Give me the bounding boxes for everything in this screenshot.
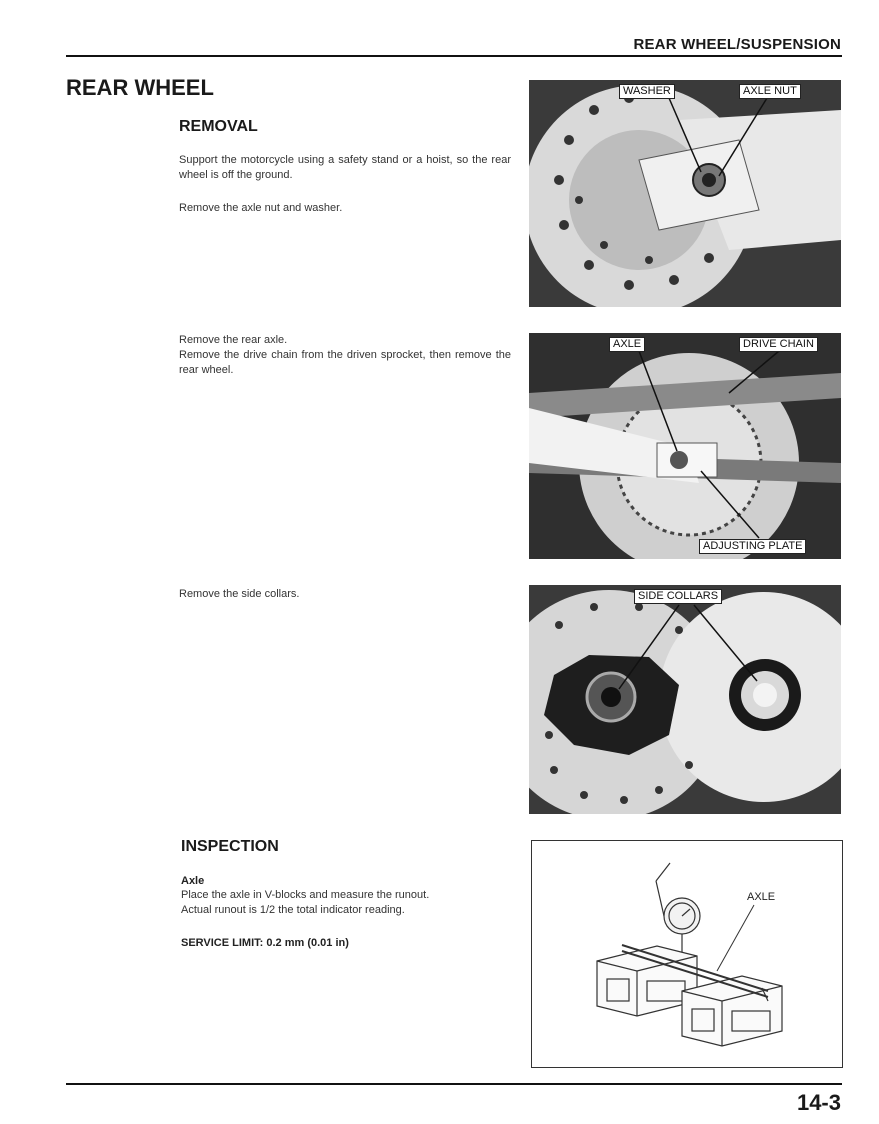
removal-para-support: Support the motorcycle using a safety stand or a hoist, so the rear wheel is off the ground. [179,154,511,181]
label-axle: AXLE [609,337,645,352]
section-title: REAR WHEEL [66,75,214,100]
diagram-label-axle: AXLE [747,891,776,903]
label-adjusting-plate: ADJUSTING PLATE [699,539,806,554]
diagram-axle-vblocks [531,840,843,1068]
footer-rule [66,1083,842,1085]
photo-drive-chain-illustration [529,333,841,559]
inspection-subheading-axle: Axle [181,875,205,887]
photo-side-collars [529,585,841,814]
label-washer: WASHER [619,84,675,99]
running-header: REAR WHEEL/SUSPENSION [633,36,841,53]
photo-axle-drive-chain [529,333,841,559]
diagram-axle-runout-illustration [532,841,842,1067]
removal-heading: REMOVAL [179,118,258,135]
removal-para-side-collars: Remove the side collars. [179,588,300,600]
label-axle-nut: AXLE NUT [739,84,801,99]
removal-para-axle-nut: Remove the axle nut and washer. [179,202,343,214]
photo-axle-nut-washer [529,80,841,307]
removal-para-drive-chain: Remove the drive chain from the driven sprocket, then remove the rear wheel. [179,349,511,376]
header-rule [66,55,842,57]
page-number: 14-3 [796,1090,841,1115]
inspection-line-runout: Actual runout is 1/2 the total indicator reading. [181,904,405,916]
label-side-collars: SIDE COLLARS [634,589,722,604]
inspection-heading: INSPECTION [181,838,279,855]
inspection-line-vblocks: Place the axle in V-blocks and measure the runout. [181,889,430,901]
service-limit: SERVICE LIMIT: 0.2 mm (0.01 in) [181,937,349,949]
label-drive-chain: DRIVE CHAIN [739,337,818,352]
photo-side-collars-illustration [529,585,841,814]
photo-axle-nut-illustration [529,80,841,307]
removal-para-rear-axle: Remove the rear axle. [179,334,288,346]
